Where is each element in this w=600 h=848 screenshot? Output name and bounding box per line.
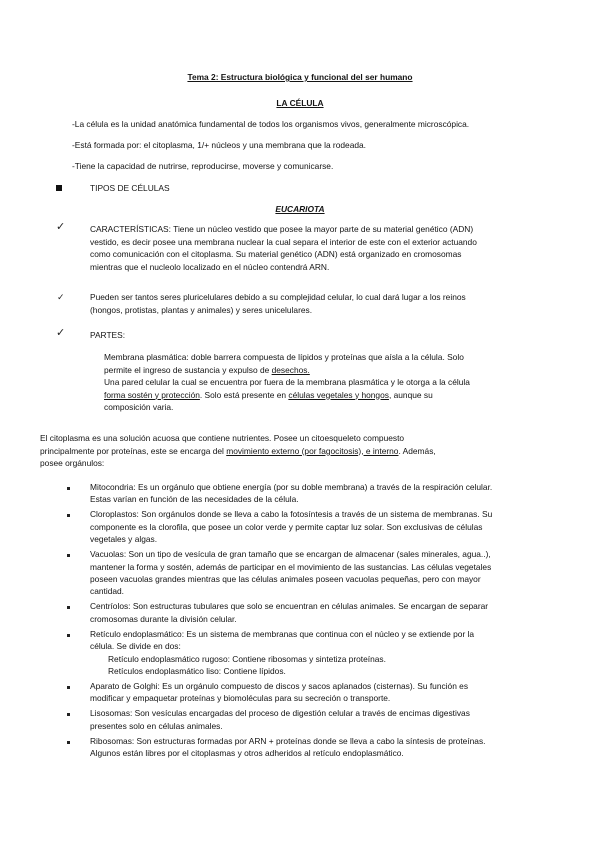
- intro-line: -Está formada por: el citoplasma, 1/+ núcleos y una membrana que la rodeada.: [72, 140, 366, 150]
- citoplasma-line: posee orgánulos:: [40, 458, 105, 468]
- underlined-text: forma sostén y protección: [104, 389, 200, 400]
- pared-line: composición varia.: [104, 402, 174, 412]
- square-bullet-icon: [56, 185, 62, 191]
- checkmark-icon: ✓: [57, 292, 65, 302]
- pared-line: [104, 390, 433, 401]
- organelle-vacuolas-line: Vacuolas: Son un tipo de vesícula de gran tamaño que se encargan de almacenar (sales minerales, agua..),: [90, 549, 491, 560]
- organelle-cloroplastos-line: componente es la clorofila, que posee un color verde y permite captar luz solar. Son exclusivas de células: [90, 521, 483, 532]
- caracteristicas-line: como comunicación con el citoplasma. Su material genético (ADN) está organizado en cromosomas: [90, 249, 462, 259]
- text: permite el ingreso de sustancia y expulso de: [104, 364, 272, 375]
- caracteristicas-line: CARACTERÍSTICAS: Tiene un núcleo vestido que posee la mayor parte de su material genético (ADN): [90, 224, 474, 234]
- organelle-mitocondria-line: Mitocondria: Es un orgánulo que obtiene energía (por su doble membrana) a través de la respiración celular.: [90, 482, 493, 492]
- caracteristicas-line: vestido, es decir posee una membrana nuclear la cual separa el interior de este con el exterior actuando: [90, 236, 477, 247]
- eucariota-heading: EUCARIOTA: [275, 204, 325, 214]
- bullet-icon: [67, 634, 70, 637]
- underlined-text: movimiento externo (por fagocitosis), e interno: [226, 445, 399, 456]
- bullet-icon: [67, 686, 70, 689]
- document-title: Tema 2: Estructura biológica y funcional del ser humano: [187, 72, 413, 82]
- organelle-cloroplastos-line: Cloroplastos: Son orgánulos donde se lleva a cabo la fotosíntesis a través de un sistema de membranas. Su: [90, 509, 493, 520]
- organelle-lisosomas-line: Lisosomas: Son vesículas encargadas del proceso de digestión celular a través de encimas digestivas: [90, 708, 470, 719]
- organelle-reticulo-line: célula. Se divide en dos:: [90, 641, 181, 652]
- organelle-ribosomas-line: Ribosomas: Son estructuras formadas por ARN + proteínas donde se lleva a cabo la síntesis de proteínas.: [90, 735, 486, 746]
- checkmark-icon: ✓: [56, 221, 66, 233]
- pueden-line: Pueden ser tantos seres pluricelulares debido a su complejidad celular, lo cual dará lugar a los reinos: [90, 292, 466, 302]
- bullet-icon: [67, 554, 70, 557]
- intro-line: -Tiene la capacidad de nutrirse, reproducirse, moverse y comunicarse.: [72, 161, 334, 171]
- underlined-text: células vegetales y hongos: [288, 389, 389, 400]
- citoplasma-line: El citoplasma es una solución acuosa que contiene nutrientes. Posee un citoesqueleto compuesto: [40, 433, 405, 443]
- organelle-golgi-line: Aparato de Golghi: Es un orgánulo compuesto de discos y sacos aplanados (cisternas). Su función es: [90, 681, 469, 691]
- organelle-centriolos-line: Centríolos: Son estructuras tubulares que solo se encuentran en células animales. Se encargan de separar: [90, 601, 489, 612]
- organelle-golgi-line: modificar y empaquetar proteínas y biomoléculas para su secreción o transporte.: [90, 693, 391, 704]
- organelle-mitocondria-line: Estas varían en función de las necesidades de la célula.: [90, 494, 299, 505]
- organelle-lisosomas-line: presentes solo en células animales.: [90, 720, 223, 731]
- tipos-heading: TIPOS DE CÉLULAS: [90, 183, 170, 193]
- text: . Además,: [398, 445, 436, 456]
- intro-line: -La célula es la unidad anatómica fundamental de todos los organismos vivos, generalmente microscópica.: [72, 119, 470, 129]
- organelle-reticulo-line: Retículos endoplasmático liso: Contiene lípidos.: [108, 666, 286, 676]
- bullet-icon: [67, 713, 70, 716]
- organelle-cloroplastos-line: vegetales y algas.: [90, 534, 158, 545]
- bullet-icon: [67, 514, 70, 517]
- citoplasma-line: [40, 446, 436, 457]
- bullet-icon: [67, 487, 70, 490]
- organelle-ribosomas-line: Algunos están libres por el citoplasmas y otros adheridos al retículo endoplasmático.: [90, 748, 404, 759]
- bullet-icon: [67, 606, 70, 609]
- pared-line: Una pared celular la cual se encuentra por fuera de la membrana plasmática y le otorga a la célula: [104, 377, 470, 387]
- pueden-line: (hongos, protistas, plantas y animales) y seres unicelulares.: [90, 304, 313, 315]
- membrana-line: Membrana plasmática: doble barrera compuesta de lípidos y proteínas que aísla a la célula. Solo: [104, 352, 464, 362]
- organelle-vacuolas-line: cantidad.: [90, 586, 124, 597]
- organelle-reticulo-line: Retículo endoplasmático rugoso: Contiene ribosomas y sintetiza proteínas.: [108, 653, 386, 664]
- membrana-line: [104, 365, 310, 376]
- text: . Solo está presente en: [199, 389, 289, 400]
- caracteristicas-line: mientras que el nucleolo localizado en el núcleo contendrá ARN.: [90, 261, 330, 272]
- organelle-reticulo-line: Retículo endoplasmático: Es un sistema de membranas que continua con el núcleo y se extiende por la: [90, 628, 475, 639]
- organelle-vacuolas-line: mantener la forma y sostén, además de participar en el movimiento de las sustancias. Las células vegetales: [90, 561, 492, 572]
- organelle-centriolos-line: cromosomas durante la división celular.: [90, 613, 237, 624]
- text: principalmente por proteínas, este se encarga del: [40, 445, 227, 456]
- underlined-text: desechos.: [271, 364, 310, 375]
- organelle-vacuolas-line: poseen vacuolas grandes mientras que las células animales poseen vacuolas pequeñas, pero con mayor: [90, 574, 481, 584]
- text: , aunque su: [388, 389, 433, 400]
- checkmark-icon: ✓: [56, 327, 66, 339]
- partes-label: PARTES:: [90, 330, 126, 340]
- bullet-icon: [67, 741, 70, 744]
- section-heading: LA CÉLULA: [276, 98, 324, 108]
